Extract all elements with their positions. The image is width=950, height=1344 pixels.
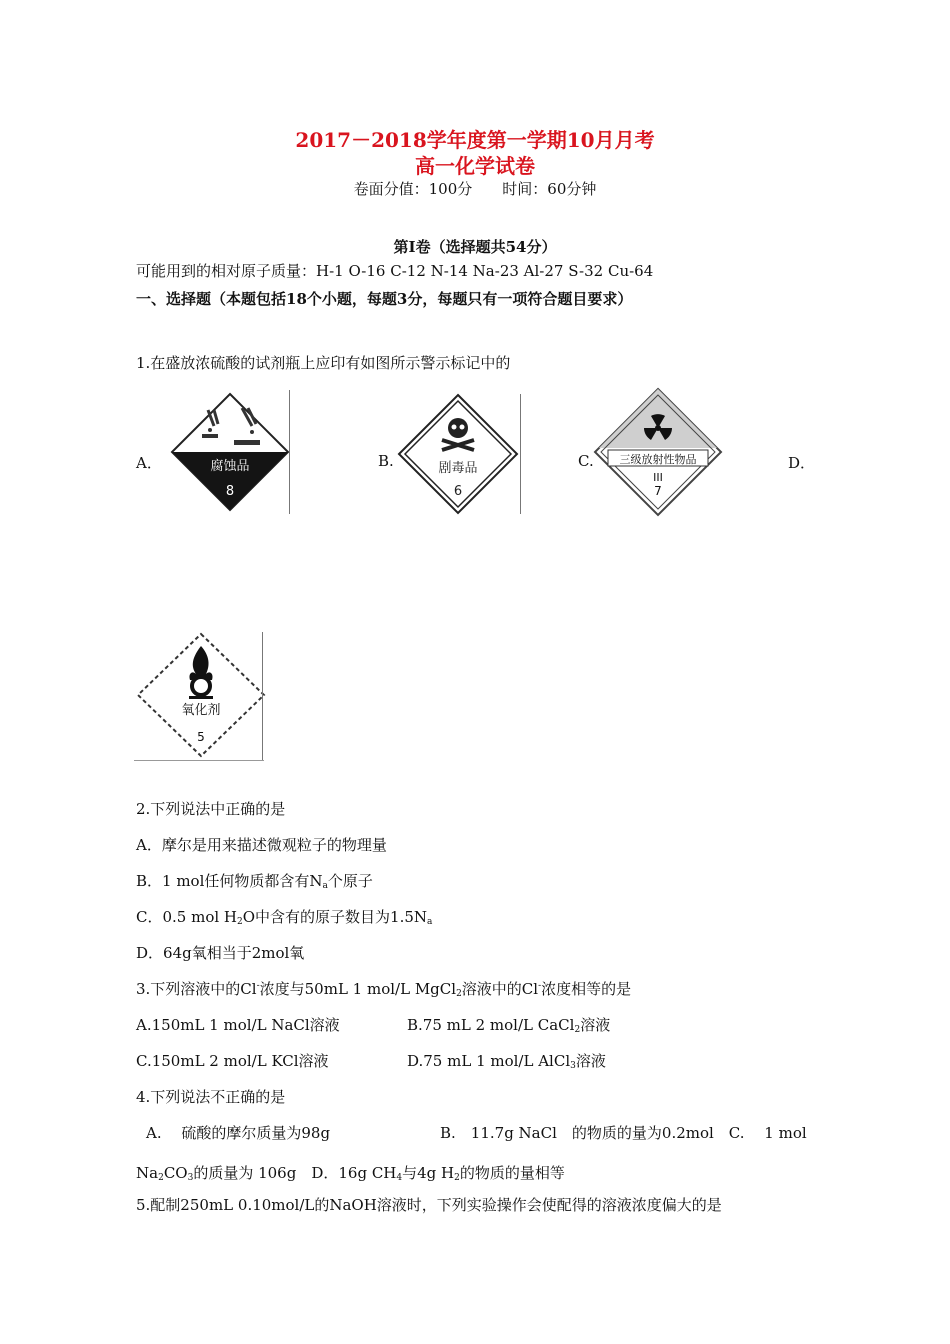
part-title: 第Ⅰ卷（选择题共54分） <box>393 238 557 256</box>
sign-d-number: 5 <box>197 730 205 744</box>
q3-stem: 3.下列溶液中的Cl-浓度与50mL 1 mol/L MgCl$_2$溶液中的Cl-浓度相等的是 <box>136 980 632 999</box>
exam-title-line1: 2017－2018学年度第一学期10月月考 <box>295 128 655 152</box>
sign-b-text: 剧毒品 <box>438 461 478 476</box>
q1-option-a-label: A． <box>136 454 162 472</box>
q3-option-c: C.150mL 2 mol/L KCl溶液 <box>136 1052 329 1070</box>
sign-c-number: 7 <box>654 484 662 498</box>
sign-oxidizer <box>134 630 268 760</box>
q3-option-b: B.75 mL 2 mol/L CaCl$_2$溶液 <box>407 1016 611 1035</box>
sign-toxic <box>396 392 520 516</box>
sign-d-text: 氧化剂 <box>181 703 221 718</box>
q2-option-d: D．64g氧相当于2mol氧 <box>136 944 305 962</box>
q2-option-a: A．摩尔是用来描述微观粒子的物理量 <box>136 836 387 854</box>
q5-stem: 5.配制250mL 0.10mol/L的NaOH溶液时，下列实验操作会使配得的溶液浓度偏大的是 <box>136 1196 722 1214</box>
q2-option-c: C．0.5 mol $H_2O$中含有的原子数目为$1.5N_a$ <box>136 908 433 927</box>
sign-c-roman: III <box>653 471 663 484</box>
exam-meta: 卷面分值：100分 时间：60分钟 <box>353 180 597 198</box>
q1-option-c-label: C. <box>578 452 594 470</box>
sign-a-text: 腐蚀品 <box>210 459 250 474</box>
sign-b-number: 6 <box>453 484 463 499</box>
sign-radioactive <box>592 386 724 518</box>
q2-stem: 2.下列说法中正确的是 <box>136 800 286 818</box>
q1-option-b-label: B. <box>378 452 394 470</box>
atomic-masses: 可能用到的相对原子质量：H-1 O-16 C-12 N-14 Na-23 Al-27 S-32 Cu-64 <box>136 262 654 280</box>
sign-c-text: 三级放射性物品 <box>619 453 697 466</box>
q3-option-a: A.150mL 1 mol/L NaCl溶液 <box>136 1016 340 1034</box>
q4-stem: 4.下列说法不正确的是 <box>136 1088 286 1106</box>
q1-option-d-label: D． <box>788 454 816 472</box>
exam-title-line2: 高一化学试卷 <box>415 154 535 178</box>
q4-option-c-d: $Na_2CO_3$的质量为 106g D．16g $CH_4$与4g $H_2$的物质的量相等 <box>136 1164 565 1183</box>
q1-stem: 1.在盛放浓硫酸的试剂瓶上应印有如图所示警示标记中的 <box>136 354 511 372</box>
q4-option-a: A. 硫酸的摩尔质量为98g <box>146 1124 331 1142</box>
divider <box>289 390 290 514</box>
divider <box>134 760 264 761</box>
divider <box>520 394 521 514</box>
q3-option-d: D.75 mL 1 mol/L AlCl$_3$溶液 <box>407 1052 606 1071</box>
section-heading: 一、选择题（本题包括18个小题，每题3分，每题只有一项符合题目要求） <box>136 290 633 308</box>
sign-corrosive <box>168 390 292 514</box>
divider <box>262 632 263 760</box>
sign-a-number: 8 <box>225 484 235 499</box>
q4-option-b-c: B. 11.7g NaCl 的物质的量为0.2mol C. 1 mol <box>440 1124 807 1142</box>
q2-option-b: B．1 mol任何物质都含有$N_a$个原子 <box>136 872 373 891</box>
